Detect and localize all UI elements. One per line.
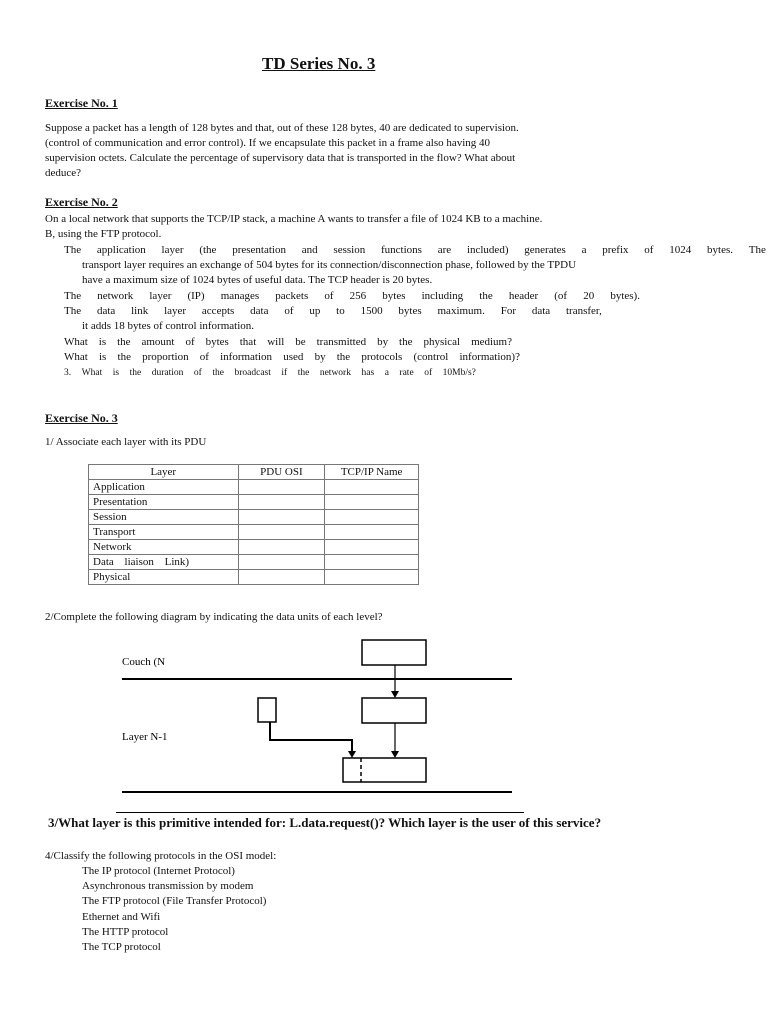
word: The — [64, 290, 82, 302]
word: layer — [164, 305, 187, 317]
word: header — [508, 290, 539, 302]
table-header-pdu-osi: PDU OSI — [238, 465, 325, 480]
ex1-line-4: deduce? — [45, 167, 82, 179]
word: if — [281, 368, 288, 378]
word: data — [531, 305, 551, 317]
word: medium? — [471, 336, 512, 348]
word: amount — [141, 336, 175, 348]
table-cell-pdu — [238, 540, 325, 555]
exercise-3-heading: Exercise No. 3 — [45, 411, 118, 425]
word: of — [199, 351, 209, 363]
word: accepts — [201, 305, 235, 317]
word: bytes). — [610, 290, 640, 302]
word: bytes — [398, 305, 422, 317]
word: the — [336, 351, 351, 363]
word: maximum. — [437, 305, 485, 317]
word: has — [361, 368, 375, 378]
diagram-label-couch-n: Couch (N — [122, 656, 166, 668]
word: data — [250, 305, 269, 317]
protocol-item: The FTP protocol (File Transfer Protocol) — [82, 895, 267, 907]
word: transmitted — [316, 336, 367, 348]
word: transfer, — [566, 305, 602, 317]
table-row — [89, 540, 419, 555]
word: packets — [275, 290, 309, 302]
word: included) — [466, 244, 509, 256]
word: rate — [399, 368, 414, 378]
word: the — [479, 290, 493, 302]
word: duration — [151, 368, 184, 378]
ex1-line-2: (control of communication and error control). If we encapsulate this packet in a frame also having 40 — [45, 137, 491, 149]
ex3-question-2: 2/Complete the following diagram by indicating the data units of each level? — [45, 611, 383, 623]
ex3-question-3: 3/What layer is this primitive intended for: L.data.request()? Which layer is the user of this service? — [48, 815, 602, 830]
word: the — [117, 351, 131, 363]
word: 256 — [349, 290, 367, 302]
word: bytes — [205, 336, 229, 348]
ex2-datalink-line — [64, 303, 602, 319]
control-info-connector — [270, 722, 352, 752]
table-cell-tcpip — [325, 570, 419, 585]
word: For — [500, 305, 516, 317]
word: used — [283, 351, 304, 363]
layer-n-1-pdu-box — [343, 758, 426, 782]
ex2-intro-1: On a local network that supports the TCP/IP stack, a machine A wants to transfer a file of 1024 KB to a machine. — [45, 213, 543, 225]
table-header-row — [89, 465, 419, 480]
word: will — [267, 336, 285, 348]
word: physical — [423, 336, 461, 348]
diagram-label-layer-n-1: Layer N-1 — [122, 731, 168, 743]
word: The — [64, 305, 82, 317]
word: by — [314, 351, 326, 363]
word: a — [384, 368, 389, 378]
word: protocols — [361, 351, 403, 363]
table-cell-tcpip — [325, 525, 419, 540]
word: of — [284, 305, 294, 317]
table-cell-tcpip — [325, 495, 419, 510]
word: is — [112, 368, 120, 378]
word: What — [64, 351, 88, 363]
separator-line — [116, 812, 524, 813]
table-cell-layer: Session — [89, 510, 239, 525]
word: is — [99, 351, 107, 363]
table-row — [89, 510, 419, 525]
exercise-1-heading: Exercise No. 1 — [45, 96, 118, 110]
word: prefix — [602, 244, 629, 256]
table-cell-pdu — [238, 480, 325, 495]
word: that — [239, 336, 257, 348]
word: up — [309, 305, 321, 317]
word: (control — [413, 351, 449, 363]
layer-n-pdu-box — [362, 640, 426, 665]
word: functions — [380, 244, 422, 256]
word: to — [336, 305, 345, 317]
word: the — [399, 336, 413, 348]
word: The — [64, 244, 82, 256]
table-cell-tcpip — [325, 510, 419, 525]
table-cell-layer: Transport — [89, 525, 239, 540]
table-cell-tcpip — [325, 540, 419, 555]
word: 10Mb/s? — [442, 368, 476, 378]
protocol-item: Asynchronous transmission by modem — [82, 880, 254, 892]
encapsulation-diagram — [0, 630, 768, 810]
ex2-datalink-line-2: it adds 18 bytes of control information. — [82, 320, 254, 332]
word: 20 — [583, 290, 595, 302]
ex2-question-3 — [64, 365, 476, 381]
word: presentation — [232, 244, 286, 256]
arrow-head-1 — [391, 691, 399, 698]
word: and — [301, 244, 318, 256]
ex2-application-line — [64, 242, 766, 258]
word: including — [421, 290, 464, 302]
word: bytes — [382, 290, 406, 302]
ex2-application-line-2: transport layer requires an exchange of 504 bytes for its connection/disconnection phase, followed by the TPDU — [82, 259, 577, 271]
word: is — [98, 336, 107, 348]
table-cell-pdu — [238, 495, 325, 510]
arrow-head-2 — [391, 751, 399, 758]
word: (IP) — [187, 290, 205, 302]
ex2-network-line — [64, 288, 640, 304]
table-cell-tcpip — [325, 480, 419, 495]
word: 3. — [64, 368, 72, 378]
table-cell-layer: Physical — [89, 570, 239, 585]
word: of — [193, 368, 202, 378]
word: the — [129, 368, 142, 378]
word: bytes. — [707, 244, 734, 256]
word: What — [81, 368, 103, 378]
protocol-item: The IP protocol (Internet Protocol) — [82, 865, 235, 877]
ex2-intro-2: B, using the FTP protocol. — [45, 228, 162, 240]
word: information — [220, 351, 273, 363]
word: network — [97, 290, 134, 302]
ex3-question-1: 1/ Associate each layer with its PDU — [45, 436, 207, 448]
protocol-item: The HTTP protocol — [82, 926, 169, 938]
table-cell-tcpip — [325, 555, 419, 570]
protocol-item: Ethernet and Wifi — [82, 911, 161, 923]
word: of — [324, 290, 334, 302]
word: the — [212, 368, 224, 378]
word: network — [319, 368, 351, 378]
table-header-tcpip-name: TCP/IP Name — [325, 465, 419, 480]
word: 1024 — [669, 244, 692, 256]
table-row — [89, 555, 419, 570]
table-row — [89, 495, 419, 510]
word: of — [185, 336, 195, 348]
table-header-layer: Layer — [89, 465, 239, 480]
word: application — [96, 244, 146, 256]
word: a — [581, 244, 587, 256]
ex1-line-3: supervision octets. Calculate the percentage of supervisory data that is transported in the flow? What about — [45, 152, 516, 164]
table-cell-pdu — [238, 510, 325, 525]
word: (the — [199, 244, 217, 256]
table-cell-layer: Network — [89, 540, 239, 555]
table-cell-pdu — [238, 555, 325, 570]
ex3-question-4: 4/Classify the following protocols in the OSI model: — [45, 850, 277, 862]
table-cell-pdu — [238, 525, 325, 540]
word: be — [295, 336, 306, 348]
word: data — [96, 305, 116, 317]
table-cell-layer: Data liaison Link) — [89, 555, 239, 570]
word: session — [333, 244, 366, 256]
exercise-2-heading: Exercise No. 2 — [45, 195, 118, 209]
control-info-box — [258, 698, 276, 722]
layer-pdu-table — [88, 464, 419, 585]
table-cell-pdu — [238, 570, 325, 585]
word: of — [424, 368, 433, 378]
ex2-question-1 — [64, 334, 512, 350]
word: layer — [149, 290, 172, 302]
word: the — [297, 368, 310, 378]
word: 1500 — [360, 305, 383, 317]
word: layer — [161, 244, 184, 256]
ex2-question-2 — [64, 349, 520, 365]
word: manages — [220, 290, 260, 302]
word: generates — [524, 244, 566, 256]
word: by — [377, 336, 389, 348]
word: broadcast — [234, 368, 271, 378]
word: (of — [554, 290, 568, 302]
word: the — [117, 336, 131, 348]
service-data-unit-box — [362, 698, 426, 723]
word: information)? — [459, 351, 520, 363]
table-row — [89, 570, 419, 585]
table-cell-layer: Presentation — [89, 495, 239, 510]
table-cell-layer: Application — [89, 480, 239, 495]
word: What — [64, 336, 88, 348]
word: The — [748, 244, 766, 256]
word: proportion — [142, 351, 189, 363]
table-row — [89, 525, 419, 540]
ex2-application-line-3: have a maximum size of 1024 bytes of useful data. The TCP header is 20 bytes. — [82, 274, 433, 286]
page-title: TD Series No. 3 — [262, 54, 376, 73]
table-row — [89, 480, 419, 495]
ex1-line-1: Suppose a packet has a length of 128 bytes and that, out of these 128 bytes, 40 are dedicated to supervision. — [45, 122, 519, 134]
word: link — [131, 305, 149, 317]
word: are — [437, 244, 452, 256]
arrow-head-3 — [348, 751, 356, 758]
protocol-item: The TCP protocol — [82, 941, 161, 953]
word: of — [644, 244, 654, 256]
